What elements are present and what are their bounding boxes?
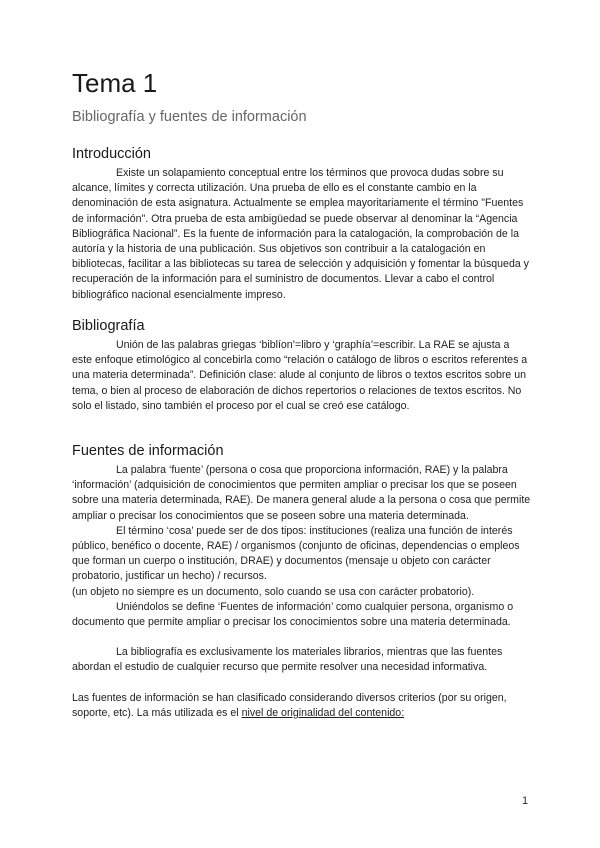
page-subtitle: Bibliografía y fuentes de información xyxy=(72,109,307,125)
blank-line xyxy=(72,630,532,645)
paragraph: La bibliografía es exclusivamente los materiales librarios, mientras que las fuentes abordan el estudio de cualquier recurso que permite resolver una necesidad informativa. xyxy=(72,646,503,674)
blank-line xyxy=(72,676,532,691)
paragraph-note: (un objeto no siempre es un documento, solo cuando se usa con carácter probatorio). xyxy=(72,585,475,598)
underlined-term: nivel de originalidad del contenido: xyxy=(241,706,405,719)
section-introduccion xyxy=(72,146,532,303)
paragraph: La palabra ‘fuente’ (persona o cosa que proporciona información, RAE) y la palabra ‘información’ (adquisición de conocimientos que permiten ampliar o precisar los que se poseen sobre una materia determinada, RAE). De manera general alude a la persona o cosa que permite ampliar o precisar los conocimientos que se poseen sobre una materia determinada. xyxy=(72,464,531,522)
section-bibliografia xyxy=(72,318,532,414)
page-number: 1 xyxy=(522,795,528,807)
section-fuentes xyxy=(72,443,532,721)
section-heading-bibliografia: Bibliografía xyxy=(72,318,145,334)
paragraph: El término ‘cosa’ puede ser de dos tipos: instituciones (realiza una función de interés público, benéfico o docente, RAE) / organismos (conjunto de oficinas, dependencias o empleos que forman un cuerpo o institución, DRAE) y documentos (mensaje u objeto con carácter probatorio, justificar un hecho) / recursos. xyxy=(72,524,520,583)
paragraph: Existe un solapamiento conceptual entre los términos que provoca dudas sobre su alcance, límites y correcta utilización. Una prueba de ello es el constante cambio en la denominación de esta asignatura. Actualmente se emplea mayoritariamente el término "Fuentes de información". Otra prueba de esta ambigüedad se puede observar al denominar la “Agencia Bibliográfica Nacional”. Es la fuente de información para la catalogación, la comprobación de la autoría y la historia de una publicación. Sus objetivos son contribuir a la catalogación en bibliotecas, facilitar a las bibliotecas su tarea de selección y adquisición y fomentar la búsqueda y recuperación de la información para el suministro de documentos. Llevar a cabo el control bibliográfico nacional esencialmente impreso. xyxy=(72,167,529,301)
paragraph: Uniéndolos se define ‘Fuentes de información’ como cualquier persona, organismo o documento que permite ampliar o precisar los conocimientos sobre una materia determinada. xyxy=(72,600,514,629)
classification-text: Las fuentes de información se han clasificado considerando diversos criterios (por su origen, soporte, etc). La más utilizada es el xyxy=(72,691,507,719)
paragraph: Unión de las palabras griegas ‘biblíon’=libro y ‘graphía’=escribir. La RAE se ajusta a este enfoque etimológico al concebirla como “relación o catálogo de libros o escritos referentes a una materia determinada”. Definición clase: alude al conjunto de libros o textos escritos sobre un tema, o bien al proceso de elaboración de dichos repertorios o relaciones de textos escritos. No solo el listado, sino también el proceso por el cual se creó ese catálogo. xyxy=(72,339,528,412)
page-title: Tema 1 xyxy=(72,68,158,98)
paragraph-classification xyxy=(72,691,532,721)
section-heading-introduccion: Introducción xyxy=(72,146,151,162)
section-heading-fuentes: Fuentes de información xyxy=(72,443,224,459)
